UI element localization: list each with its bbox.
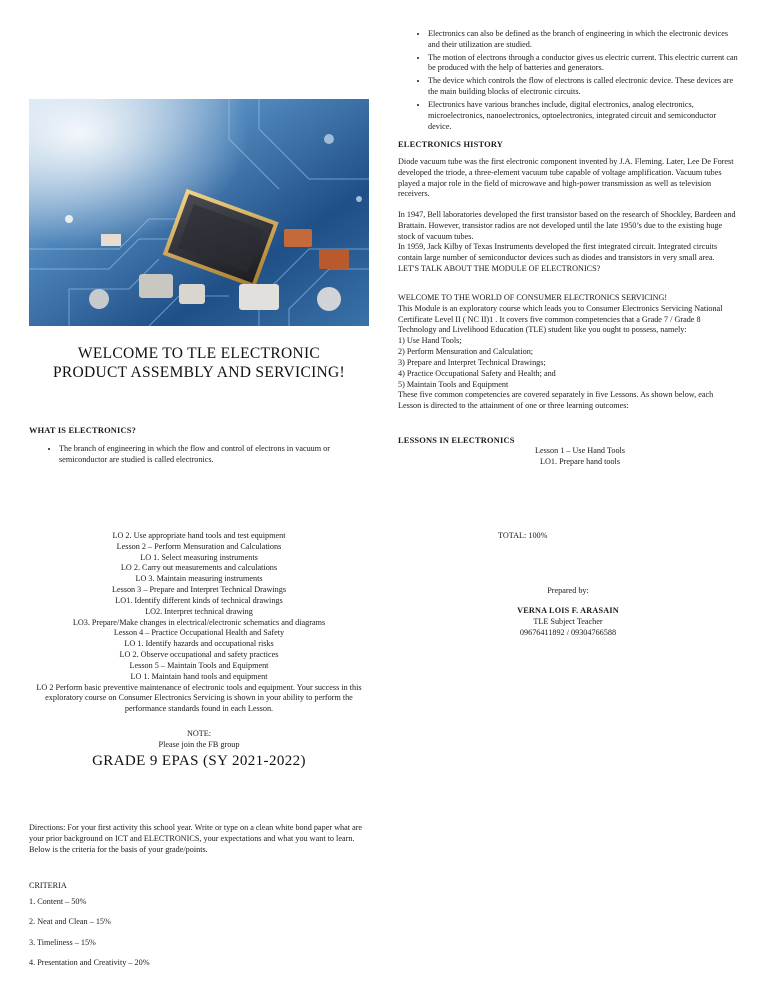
competency-item: 1) Use Hand Tools;	[398, 336, 462, 346]
electronics-definition-list	[398, 29, 738, 134]
criteria-heading: CRITERIA	[29, 881, 67, 890]
lo-line: LO 2. Use appropriate hand tools and test equipment	[112, 531, 286, 540]
history-paragraph-3: In 1959, Jack Kilby of Texas Instruments developed the first integrated circuit. Integrated circuits contain large number of semiconductor devices such as diodes and transistors in very small area.	[398, 242, 718, 263]
lo-line: LO3. Prepare/Make changes in electrical/electronic schematics and diagrams	[72, 617, 326, 627]
competency-item: 3) Prepare and Interpret Technical Drawings;	[398, 357, 546, 367]
criteria-item: 2. Neat and Clean – 15%	[29, 917, 111, 927]
main-title-line-2: PRODUCT ASSEMBLY AND SERVICING!	[52, 364, 345, 382]
teacher-name: VERNA LOIS F. ARASAIN	[517, 606, 619, 615]
lesson-1-lo1: LO1. Prepare hand tools	[539, 456, 621, 466]
teacher-signature-block	[398, 606, 738, 638]
what-is-electronics-list	[29, 444, 369, 468]
lo-line: LO 1. Maintain hand tools and equipment	[130, 671, 268, 681]
lessons-description: These five common competencies are covered separately in five Lessons. As shown below, each Lesson is directed to the attainment of one or three learning outcomes:	[398, 390, 714, 411]
circuit-board-image	[29, 99, 369, 326]
list-item: • The device which controls the flow of electrons is called electronic device. These devices are the main building blocks of electronic circuits.	[428, 76, 738, 98]
lesson-1-block	[398, 446, 762, 468]
list-item: • Electronics can also be defined as the branch of engineering in which the electronic devices and their utilization are studied.	[428, 29, 738, 51]
what-is-electronics-heading: WHAT IS ELECTRONICS?	[29, 426, 137, 435]
grade-title: GRADE 9 EPAS (SY 2021-2022)	[92, 753, 306, 769]
lo-line: LO 3. Maintain measuring instruments	[135, 574, 263, 584]
list-item: • The motion of electrons through a conductor gives us electric current. This electric current can be produced with the help of batteries and generators.	[428, 53, 738, 75]
history-paragraph-2: In 1947, Bell laboratories developed the first transistor based on the research of Shockley, Bardeen and Brattain. However, transistor radios are not developed until the late 1950’s due to the existing huge stock of vacuum tubes.	[398, 210, 736, 241]
criteria-item: 1. Content – 50%	[29, 897, 87, 906]
lesson-1-title: Lesson 1 – Use Hand Tools	[534, 446, 625, 455]
competency-item: 4) Practice Occupational Safety and Health; and	[398, 368, 556, 378]
module-description: This Module is an exploratory course which leads you to Consumer Electronics Servicing National Certificate Level II ( NC II)1 . It covers five common competencies that a Grade 7 / Grade 8 Technology and Livelihood Education (TLE) student like you ought to possess, namely:	[398, 303, 723, 335]
circuit-board-photo	[29, 99, 369, 326]
history-paragraphs	[398, 210, 738, 275]
lo-line: Lesson 2 – Perform Mensuration and Calculations	[116, 541, 282, 551]
lo-line: LO1. Identify different kinds of technical drawings	[115, 595, 283, 605]
module-section	[398, 293, 738, 412]
criteria-list	[29, 897, 369, 979]
electronics-history-heading: ELECTRONICS HISTORY	[398, 140, 504, 149]
prepared-by-label: Prepared by:	[547, 586, 589, 595]
lo-line: Lesson 5 – Maintain Tools and Equipment	[129, 660, 269, 670]
lo-line: LO2. Interpret technical drawing	[145, 606, 253, 616]
lo-line: LO 1. Identify hazards and occupational risks	[124, 639, 274, 649]
note-label: NOTE:	[186, 729, 212, 738]
main-title-line-1: WELCOME TO TLE ELECTRONIC	[77, 345, 321, 362]
directions-text: Directions: For your first activity this school year. Write or type on a clean white bond paper what are your prior background on ICT and ELECTRONICS, your expectations and what you want to learn. Below is the criteria for the basis of your grade/points.	[29, 823, 363, 854]
learning-outcomes-list	[29, 531, 369, 715]
lo-line: LO 2. Carry out measurements and calculations	[120, 563, 278, 573]
lo-line: Lesson 3 – Prepare and Interpret Technical Drawings	[111, 585, 287, 595]
teacher-phone: 09676411892 / 09304766588	[519, 627, 617, 637]
lo-line: LO 1. Select measuring instruments	[140, 552, 258, 562]
welcome-line: WELCOME TO THE WORLD OF CONSUMER ELECTRONICS SERVICING!	[398, 293, 668, 302]
lo-line: Lesson 4 – Practice Occupational Health and Safety	[113, 628, 285, 638]
competency-item: 5) Maintain Tools and Equipment	[398, 379, 509, 389]
criteria-item: 3. Timeliness – 15%	[29, 937, 96, 947]
prepared-by-block	[398, 586, 738, 597]
history-paragraph-1: Diode vacuum tube was the first electronic component invented by J.A. Fleming. Later, Lee De Forest developed the triode, a three-element vacuum tube capable of voltage amplification. Vacuum tubes played a major role in the field of microwave and high-power transmission as well as television receivers.	[398, 157, 734, 199]
lo-line: LO 2. Observe occupational and safety practices	[119, 650, 279, 660]
lo-line: LO 2 Perform basic preventive maintenance of electronic tools and equipment. Your success in this exploratory course on Consumer Electronics Servicing is shown in your ability to perform the performance standards found in each Lesson.	[36, 682, 362, 714]
note-block	[29, 729, 369, 751]
list-item: • Electronics have various branches include, digital electronics, analog electronics, microelectronics, nanoelectronics, optoelectronics, integrated circuit and semiconductor device.	[428, 100, 738, 132]
module-heading: LET'S TALK ABOUT THE MODULE OF ELECTRONICS?	[398, 264, 601, 274]
note-text: Please join the FB group	[158, 739, 240, 749]
competency-item: 2) Perform Mensuration and Calculation;	[398, 347, 534, 357]
lessons-heading: LESSONS IN ELECTRONICS	[398, 436, 515, 445]
list-item: • The branch of engineering in which the flow and control of electrons in vacuum or semiconductor are studied is called electronics.	[59, 444, 369, 466]
criteria-item: 4. Presentation and Creativity – 20%	[29, 958, 150, 968]
teacher-role: TLE Subject Teacher	[533, 616, 603, 626]
main-title	[29, 344, 369, 383]
total-label: TOTAL: 100%	[498, 531, 548, 540]
